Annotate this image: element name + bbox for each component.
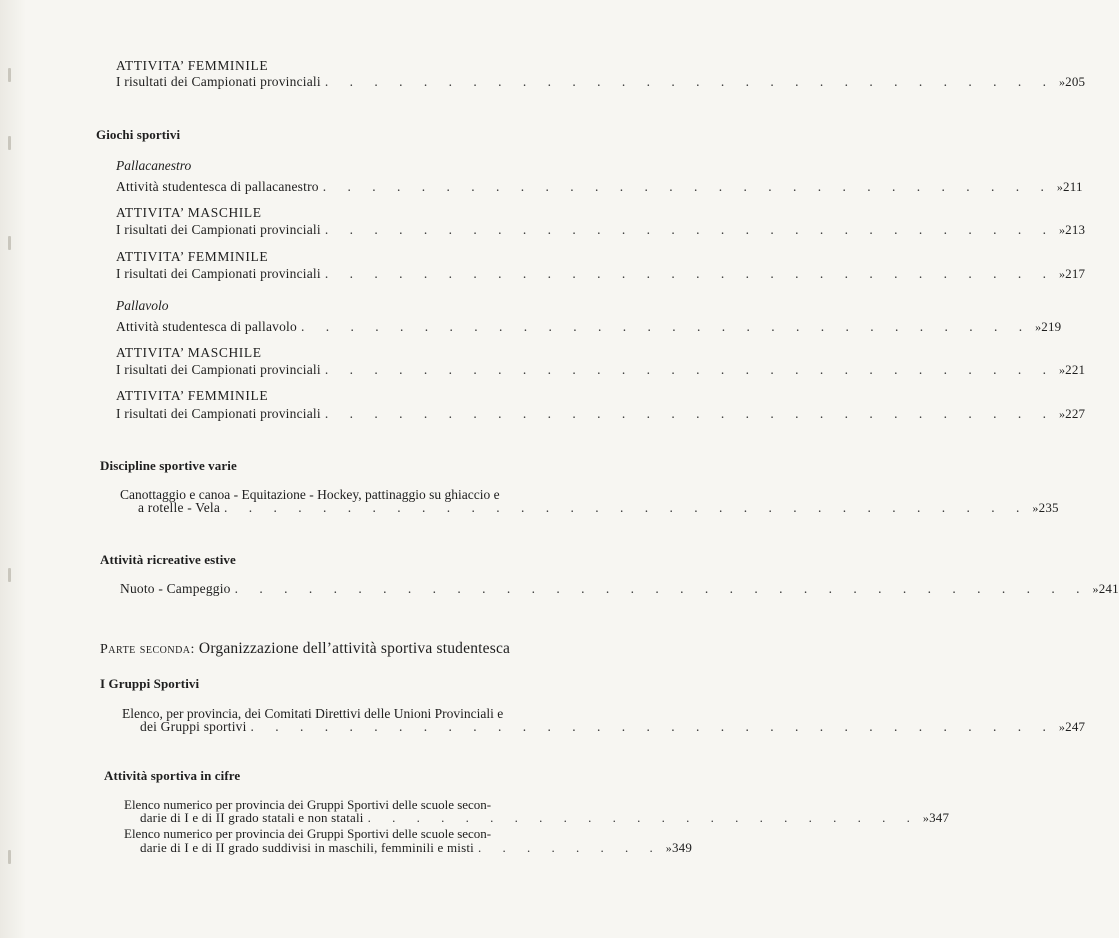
ditto-mark: » [1058, 720, 1066, 734]
dot-leader: . . . . . . . . . . . . . . . . . . . . . . . . . . . . . . [324, 362, 1055, 377]
binding-stitch [8, 136, 11, 150]
section-title-giochi-sportivi: Giochi sportivi [96, 127, 181, 142]
toc-heading-femminile: ATTIVITA’ FEMMINILE [116, 58, 269, 73]
toc-entry-text-line2: dei Gruppi sportivi [140, 719, 247, 734]
dot-leader: . . . . . . . . . . . . . . . . . . . . . . . . . . . . . . [322, 179, 1053, 194]
dot-leader: . . . . . . . . . . . . . . . . . . . . . . . . . . . . . . . . . [224, 500, 1029, 515]
toc-entry [140, 810, 950, 826]
page-number: 213 [1065, 222, 1086, 237]
page-number: 347 [929, 810, 950, 825]
ditto-mark: » [1058, 363, 1066, 377]
page-number: 349 [671, 840, 693, 855]
page-number: 227 [1065, 406, 1086, 421]
page-number: 241 [1098, 581, 1119, 596]
binding-stitch [8, 236, 11, 250]
section-title-ricreative: Attività ricreative estive [100, 552, 236, 567]
toc-entry-text: I risultati dei Campionati provinciali [116, 222, 321, 237]
ditto-mark: » [1032, 501, 1039, 515]
ditto-mark: » [1092, 582, 1099, 596]
toc-entry-text: I risultati dei Campionati provinciali [116, 74, 321, 89]
toc-heading-femminile: ATTIVITA’ FEMMINILE [116, 249, 269, 264]
binding-stitch [8, 568, 11, 582]
part-label: Parte seconda: [100, 642, 195, 657]
toc-entry-text-line1: Elenco numerico per provincia dei Gruppi Sportivi delle scuole secon- [124, 797, 492, 812]
toc-entry-text: Attività studentesca di pallavolo [116, 319, 297, 334]
toc-entry-text-line2: darie di I e di II grado suddivisi in maschili, femminili e misti [140, 840, 474, 855]
page-number: 219 [1041, 319, 1062, 334]
part-title: Organizzazione dell’attività sportiva studentesca [198, 640, 511, 657]
page-number: 247 [1065, 719, 1086, 734]
section-title-discipline: Discipline sportive varie [100, 458, 237, 473]
dot-leader: . . . . . . . . . . . . . . . . . . . . . . . [367, 810, 919, 825]
section-title-cifre: Attività sportiva in cifre [104, 768, 241, 783]
toc-entry [116, 74, 1086, 90]
toc-heading-maschile: ATTIVITA’ MASCHILE [116, 345, 262, 360]
toc-entry [116, 266, 1086, 282]
page-number: 211 [1063, 179, 1083, 194]
toc-entry-text: I risultati dei Campionati provinciali [116, 266, 321, 281]
ditto-mark: » [922, 811, 930, 825]
page-binding-edge [0, 0, 26, 938]
dot-leader: . . . . . . . . . . . . . . . . . . . . . . . . . . . . . . [324, 406, 1055, 421]
toc-heading-maschile: ATTIVITA’ MASCHILE [116, 205, 262, 220]
toc-entry [116, 319, 1062, 335]
page-number: 235 [1038, 500, 1059, 515]
binding-stitch [8, 68, 11, 82]
ditto-mark: » [1058, 223, 1066, 237]
toc-entry [140, 719, 1086, 735]
toc-heading-femminile: ATTIVITA’ FEMMINILE [116, 388, 269, 403]
toc-entry-text-line2: darie di I e di II grado statali e non statali [140, 810, 364, 825]
binding-stitch [8, 850, 11, 864]
part-heading [100, 640, 510, 658]
toc-entry [120, 581, 1119, 597]
ditto-mark: » [1056, 180, 1064, 194]
toc-entry [116, 222, 1086, 238]
ditto-mark: » [1058, 407, 1066, 421]
toc-entry-text-line1: Elenco numerico per provincia dei Gruppi Sportivi delle scuole secon- [124, 826, 492, 841]
page-number: 221 [1065, 362, 1086, 377]
dot-leader: . . . . . . . . . . . . . . . . . . . . . . . . . . . . . . [324, 266, 1055, 281]
toc-entry [140, 840, 693, 856]
ditto-mark: » [1058, 75, 1066, 89]
dot-leader: . . . . . . . . . . . . . . . . . . . . . . . . . . . . . . . . . [250, 719, 1055, 734]
toc-entry [116, 179, 1083, 195]
toc-entry-text: Attività studentesca di pallacanestro [116, 179, 319, 194]
page-number: 205 [1065, 74, 1086, 89]
subsection-pallavolo: Pallavolo [116, 298, 169, 313]
page-number: 217 [1065, 266, 1086, 281]
dot-leader: . . . . . . . . [477, 840, 662, 855]
toc-entry-text-line1: Canottaggio e canoa - Equitazione - Hockey, pattinaggio su ghiaccio e [120, 487, 500, 502]
toc-entry-text: I risultati dei Campionati provinciali [116, 406, 321, 421]
ditto-mark: » [665, 841, 672, 855]
subsection-pallacanestro: Pallacanestro [116, 158, 192, 173]
toc-entry-text-line2: a rotelle - Vela [138, 500, 221, 515]
dot-leader: . . . . . . . . . . . . . . . . . . . . . . . . . . . . . . [300, 319, 1032, 334]
ditto-mark: » [1058, 267, 1066, 281]
ditto-mark: » [1035, 320, 1042, 334]
dot-leader: . . . . . . . . . . . . . . . . . . . . . . . . . . . . . . . . . . . [234, 581, 1089, 596]
dot-leader: . . . . . . . . . . . . . . . . . . . . . . . . . . . . . . [324, 74, 1055, 89]
toc-entry-text-line1: Elenco, per provincia, dei Comitati Direttivi delle Unioni Provinciali e [122, 706, 504, 721]
toc-entry-text: I risultati dei Campionati provinciali [116, 362, 321, 377]
toc-entry-text: Nuoto - Campeggio [120, 581, 231, 596]
dot-leader: . . . . . . . . . . . . . . . . . . . . . . . . . . . . . . [324, 222, 1055, 237]
toc-entry [116, 362, 1086, 378]
section-title-gruppi-sportivi: I Gruppi Sportivi [100, 676, 200, 691]
toc-entry [116, 406, 1086, 422]
toc-entry [138, 500, 1059, 516]
